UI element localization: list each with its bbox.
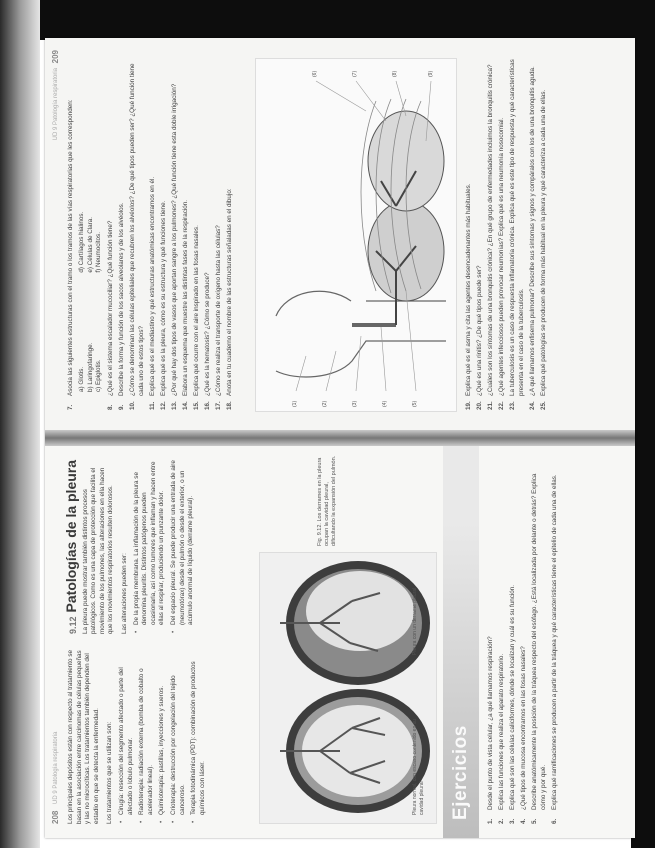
exercise-item [520, 458, 529, 824]
exercise-item [529, 56, 538, 410]
exercise-text: ¿Qué agentes infecciosos pueden provocar neumonías? Explica qué es una neumonía nosocomial. [498, 117, 506, 396]
scanner-edge-top [0, 0, 655, 40]
exercise-number: 5. [531, 818, 539, 824]
pleura-illustration [260, 553, 436, 823]
diagram-label: (3) [352, 400, 358, 407]
exercise-number: 23. [509, 401, 517, 410]
exercise-text: Explica las funciones que realiza el aparato respiratorio. [498, 653, 506, 810]
running-head: UD 9 Patología respiratoria [53, 68, 59, 141]
diagram-label: (1) [292, 400, 298, 407]
exercise-text: Desde el punto de vista celular, ¿a qué llamamos respiración? [487, 636, 494, 810]
figure-label-effusion: Pleura con un derrame pleural [412, 587, 418, 655]
exercise-number: 16. [204, 401, 212, 410]
exercise-number: 1. [487, 818, 494, 824]
exercise-text: ¿Por qué hay dos tipos de vasos que aportan sangre a los pulmones? ¿Qué función tiene esta doble irrigación? [170, 83, 178, 396]
exercise-number: 13. [170, 401, 178, 410]
book-spread [45, 38, 635, 838]
exercise-item [531, 458, 548, 824]
exercise-item [476, 56, 485, 410]
exercise-text: Anota en tu cuaderno el nombre de las estructuras señaladas en el dibujo: [226, 188, 234, 396]
intro-paragraph: Los principales depósitos están con respecto al tratamiento se basan en la asociación entre carcinomas de células pequeñas y las no microcíticas. Los tratamientos también dependen del estadio en que se detecta la enfermedad. [67, 650, 100, 824]
exercise-text: La tuberculosis es un caso de respuesta inflamatoria crónica. Explica qué es este tipo de respuesta y qué características presenta en el caso de la tuberculosis. [509, 59, 525, 396]
exercise-number: 24. [529, 401, 537, 410]
book-gutter [45, 430, 635, 446]
exercise-number: 9. [117, 404, 125, 410]
exercise-number: 4. [520, 818, 528, 824]
alteration-item: • Del espacio pleural. Se puede producir una entrada de aire (neumotórax) desde el pulmón o desde el exterior, o un acúmulo anormal de líquido (derrame pleural). [170, 458, 196, 634]
exercise-number: 14. [182, 401, 190, 410]
exercise-item [215, 56, 224, 410]
structure-item: c) Epiglotis. [95, 359, 103, 392]
diagram-label: (2) [322, 400, 328, 407]
structures-left [78, 343, 104, 392]
diagram-label: (4) [382, 400, 388, 407]
exercise-number: 18. [226, 401, 234, 410]
section-number: 9.12 [68, 616, 78, 634]
exercise-item [149, 56, 158, 410]
exercise-item [465, 56, 474, 410]
exercise-item [498, 458, 507, 824]
exercise-number: 7. [67, 404, 74, 410]
exercise-number: 2. [498, 818, 506, 824]
exercise-text: Asocia las siguientes estructuras con el tramo o los tramos de las vías respiratorias que les corresponden: [67, 99, 74, 396]
exercise-item [204, 56, 213, 410]
scanner-edge-left [0, 0, 40, 848]
exercises-header [443, 446, 479, 838]
exercise-text: Explica qué es el asma y cita las agentes desencadenantes más habituales. [465, 183, 472, 396]
structure-item: a) Glotis. [78, 366, 86, 392]
figure-label-normal: Pleura normal, con escaso contenido en su cavidad pleural [412, 719, 425, 815]
exercise-item [160, 56, 169, 410]
exercise-text: Elabora un esquema que muestre las distintas fases de la respiración. [182, 199, 190, 396]
exercise-text: Explica qué es el mediastino y qué estructuras anatómicas encontramos en él. [148, 176, 156, 396]
treatment-item: • Quimioterapia: pastillas, inyecciones y sueros. [158, 646, 167, 824]
exercise-number: 15. [193, 401, 201, 410]
exercise-item [540, 56, 549, 410]
alterations-lead: Las alteraciones pueden ser: [120, 553, 128, 634]
exercise-text: ¿Cómo se denominan las células epiteliales que recubren los alvéolos? ¿De qué tipos pueden ser? ¿Qué función tiene cada uno de estos tipos? [129, 63, 145, 396]
structure-item: d) Cartílagos hialinos. [78, 211, 86, 273]
exercise-item [67, 56, 76, 410]
exercise-number: 3. [509, 818, 517, 824]
structure-item: f) Neumocitos. [95, 232, 103, 273]
treatments-lead: Los tratamientos que se utilizan son: [106, 721, 114, 824]
structures-right [78, 212, 104, 273]
exercise-item [509, 458, 518, 824]
exercise-number: 8. [106, 404, 114, 410]
exercise-item [171, 56, 180, 410]
exercise-item [118, 56, 127, 410]
exercise-number: 17. [215, 401, 223, 410]
exercise-item [551, 458, 560, 824]
exercise-item [487, 458, 496, 824]
exercise-text: Explica qué patologías se producen de forma más habitual en la pleura y qué caracteriza a cada una de ellas. [540, 89, 548, 396]
exercise-item [193, 56, 202, 410]
exercise-item [226, 56, 235, 410]
exercise-item [509, 56, 526, 410]
exercise-text: ¿Cuáles son los síntomas de una bronquitis crónica? ¿En qué grupo de enfermedades incluimos la bronquitis crónica? [487, 64, 495, 396]
exercises-title: Ejercicios [450, 725, 471, 820]
page-number: 208 [51, 810, 60, 824]
exercise-text: ¿Qué es una rinitis? ¿De qué tipos puede ser? [476, 265, 484, 396]
diagram-label: (9) [428, 70, 434, 77]
exercise-text: Explica qué son las células caliciformes, dónde se localizan y cuál es su función. [509, 584, 517, 810]
respiratory-diagram [255, 58, 457, 412]
exercise-text: ¿A qué llamamos enfisema pulmonar? Describe sus síntomas y signos y compáralos con los de una bronquitis aguda. [529, 66, 537, 396]
treatment-item: • Cirugía: resección del segmento afectado o parte del afectado o lobulo pulmonar. [118, 646, 135, 824]
treatment-item: • Radioterapia: radiación externa (bomba de cobalto o acelerador lineal). [138, 646, 155, 824]
treatment-item: • Crioterapia: destrucción por congelación del tejido canceroso. [170, 646, 187, 824]
diagram-label: (8) [392, 70, 398, 77]
questions-block-b [465, 56, 551, 410]
diagram-label: (7) [352, 70, 358, 77]
exercise-text: Describe la forma y función de los sacos alveolares y de los alvéolos. [117, 202, 125, 396]
exercise-number: 25. [540, 401, 548, 410]
exercise-text: Explica qué ramificaciones se producen a partir de la tráquea y qué características tiene el epitelio de cada una de ellas. [551, 474, 559, 810]
structures-list [78, 56, 104, 410]
treatment-item: • Terapia fotodinámica (PDT): combinación de productos químicos con láser. [190, 646, 207, 824]
exercise-item [487, 56, 496, 410]
exercise-item [107, 56, 116, 410]
diagram-label: (6) [312, 70, 318, 77]
exercise-item [129, 56, 146, 410]
left-page [45, 446, 635, 838]
structure-item: b) Laringofaringe. [86, 342, 94, 392]
exercise-number: 6. [551, 818, 559, 824]
section-heading [63, 458, 79, 634]
diagram-label: (5) [412, 400, 418, 407]
exercise-number: 22. [498, 401, 506, 410]
page-number: 209 [51, 50, 60, 64]
exercise-text: Explica qué ocurre con el aire inspirado en las fosas nasales. [193, 225, 201, 396]
pleura-figure [259, 552, 437, 824]
exercise-number: 12. [159, 401, 167, 410]
section-title: Patologías de la pleura [63, 459, 79, 613]
right-page [45, 38, 635, 430]
left-column-1 [67, 646, 207, 824]
exercise-number: 21. [487, 401, 495, 410]
left-column-2 [61, 458, 196, 634]
section-intro: La pleura puede mostrar también distintos procesos patológicos. Como es una capa de protección que facilita el movimiento de los pulmones, las alteraciones en ella hacen que los movimientos respiratorios resulten dolorosos. [81, 467, 115, 634]
respiratory-illustration [256, 59, 456, 411]
alteration-item: • De la propia membrana. La inflamación de la pleura se denomina pleuritis. Distintos patógenos pueden ocasionarla, así como tumores que inflaman y hacen entre ellas al respirar, produciendo un punzante dolor. [133, 458, 167, 634]
exercise-number: 10. [129, 401, 137, 410]
exercise-number: 19. [465, 401, 472, 410]
exercise-item [182, 56, 191, 410]
exercise-number: 11. [148, 401, 156, 410]
exercise-text: ¿Qué tipos de mucosa encontramos en las fosas nasales? [520, 646, 528, 810]
exercise-text: ¿Qué es el sistema escalador mucociliar? ¿Qué función tiene? [106, 220, 114, 396]
exercise-item [498, 56, 507, 410]
exercise-text: Describe anatómicamente la posición de la tráquea respecto del esófago. ¿Está localizada por delante o detrás? Explica cómo y por qué. [531, 473, 547, 810]
exercise-text: Explica qué es la pleura, cómo es su estructura y qué funciones tiene. [159, 200, 167, 396]
exercise-text: ¿Qué es la hematosis? ¿Cómo se produce? [204, 272, 212, 396]
exercise-text: ¿Cómo se realiza el transporte de oxígeno hasta las células? [215, 225, 223, 396]
exercise-number: 20. [476, 401, 484, 410]
questions-block-a [67, 56, 238, 410]
figure-caption: Fig. 9.12. Los derrames en la pleura ocupan la cavidad pleural, dificultando la expansión del pulmón. [317, 455, 337, 546]
exercises-list [487, 458, 562, 824]
structure-item: e) Células de Clara. [86, 216, 94, 273]
running-head: UD 9 Patología respiratoria [53, 731, 59, 804]
